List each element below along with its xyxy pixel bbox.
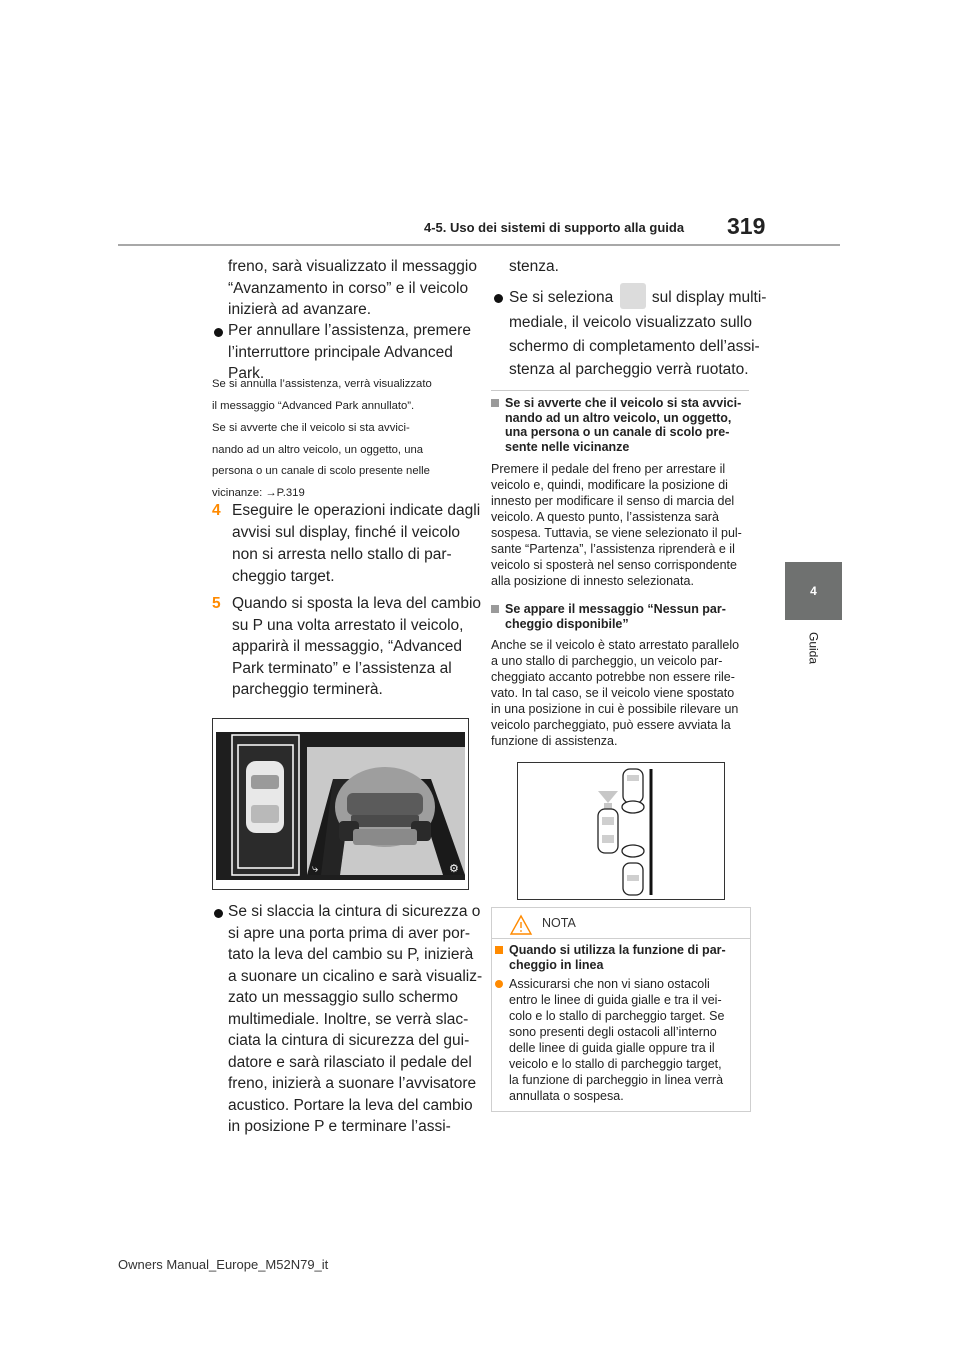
- bullet-cancel-assist: Per annullare l’assistenza, premere l’interruttore principale Advanced Park.: [228, 322, 471, 382]
- warning-icon: [509, 914, 533, 936]
- bullet-rotate-vehicle-first-line: Se si seleziona sul display multi-: [509, 285, 766, 311]
- note-item: Assicurarsi che non vi siano ostacoli entro le linee di guida gialle e tra il vei- colo e lo stallo di parcheggio target. Se sono presenti degli ostacoli all’interno delle linee di guida gialle oppure tra il veicolo e lo stallo di parcheggio target, la funzione di parcheggio in linea verrà annullata o sospesa.: [509, 977, 725, 1103]
- note-heading: Quando si utilizza la funzione di par- cheggio in linea: [509, 943, 726, 972]
- continued-text: stenza.: [509, 258, 559, 275]
- note-cancel-message: Se si annulla l’assistenza, verrà visualizzato il messaggio “Advanced Park annullato”.: [212, 378, 432, 412]
- step-4-text: Eseguire le operazioni indicate dagli avvisi sul display, finché il veicolo non si arresta nello stallo di par- cheggio target.: [232, 502, 481, 585]
- step-number-5: 5: [212, 595, 221, 612]
- parallel-parking-diagram: [517, 762, 725, 900]
- heading-square-icon: [491, 605, 499, 613]
- note-approaching-object: Se si avverte che il veicolo si sta avvici- nando ad un altro veicolo, un oggetto, una persona o un canale di scolo presente nelle vicinanze: →P.319: [212, 422, 430, 499]
- continued-paragraph: freno, sarà visualizzato il messaggio “Avanzamento in corso” e il veicolo inizierà ad avanzare.: [228, 258, 477, 318]
- body-no-parking: Anche se il veicolo è stato arrestato parallelo a uno stallo di parcheggio, un veicolo par- cheggiato accanto potrebbe non essere rile- vato. In tal caso, se il veicolo viene spostato in una posizione in cui è possibile rilevare un veicolo parcheggiato, può essere avviata la funzione di assistenza.: [491, 638, 740, 748]
- note-heading-square-icon: [495, 946, 503, 954]
- heading-no-parking: Se appare il messaggio “Nessun par- cheggio disponibile”: [505, 602, 726, 631]
- chapter-label: Guida: [806, 631, 821, 665]
- rotate-vehicle-icon: [620, 283, 646, 309]
- step-number-4: 4: [212, 502, 221, 519]
- bullet-icon: [214, 909, 223, 918]
- step-5-text: Quando si sposta la leva del cambio su P una volta arrestato il veicolo, apparirà il messaggio, “Advanced Park terminato” e l’assistenza al parcheggio terminerà.: [232, 595, 482, 698]
- reference-arrow-icon: →: [265, 486, 277, 499]
- heading-approaching: Se si avverte che il veicolo si sta avvici- nando ad un altro veicolo, un oggetto, una persona o un canale di scolo pre- sente nelle vicinanze: [505, 396, 742, 454]
- note-rule: [492, 938, 750, 939]
- heading-square-icon: [491, 399, 499, 407]
- svg-text:⤷: ⤷: [312, 862, 319, 875]
- bullet-rotate-vehicle: mediale, il veicolo visualizzato sullo schermo di completamento dell’assi- stenza al parcheggio verrà ruotato.: [509, 314, 760, 378]
- section-divider: [491, 390, 749, 391]
- header-rule: [118, 244, 840, 246]
- section-title: 4-5. Uso dei sistemi di supporto alla guida: [424, 220, 685, 235]
- parking-screen-illustration: [212, 718, 469, 890]
- body-approaching: Premere il pedale del freno per arrestare il veicolo e, quindi, modificare la posizione di innesto per modificare il senso di marcia del veicolo. A questo punto, l’assistenza sarà sospesa. Tuttavia, se viene selezionato il pul- sante “Partenza”, l’assistenza riprenderà e il veicolo si sposterà nel senso corrispondente alla posizione di innesto selezionata.: [491, 462, 742, 588]
- svg-text:⚙: ⚙: [449, 862, 459, 875]
- bullet-icon: [494, 294, 503, 303]
- footer-doc-id: Owners Manual_Europe_M52N79_it: [118, 1257, 329, 1272]
- bullet-icon: [214, 328, 223, 337]
- bullet-seatbelt-warning: Se si slaccia la cintura di sicurezza o si apre una porta prima di aver por- tato la leva del cambio su P, inizierà a suonare un cicalino e sarà visualiz- zato un messaggio sullo schermo multimediale. Inoltre, se verrà slac- ciata la cintura di sicurezza del gui- datore e sarà rilasciato il pedale del freno, inizierà a suonare l’avvisatore acustico. Portare la leva del cambio in posizione P e terminare l’assi-: [228, 903, 483, 1135]
- chapter-tab: 4: [785, 562, 842, 620]
- parallel-parking-svg: [518, 763, 724, 899]
- note-title: NOTA: [542, 916, 576, 930]
- note-bullet-icon: [495, 980, 503, 988]
- note-box: [491, 907, 751, 1112]
- page-reference-link[interactable]: P.319: [276, 486, 305, 499]
- parking-screen-svg: [213, 719, 468, 889]
- page-number: 319: [727, 213, 766, 239]
